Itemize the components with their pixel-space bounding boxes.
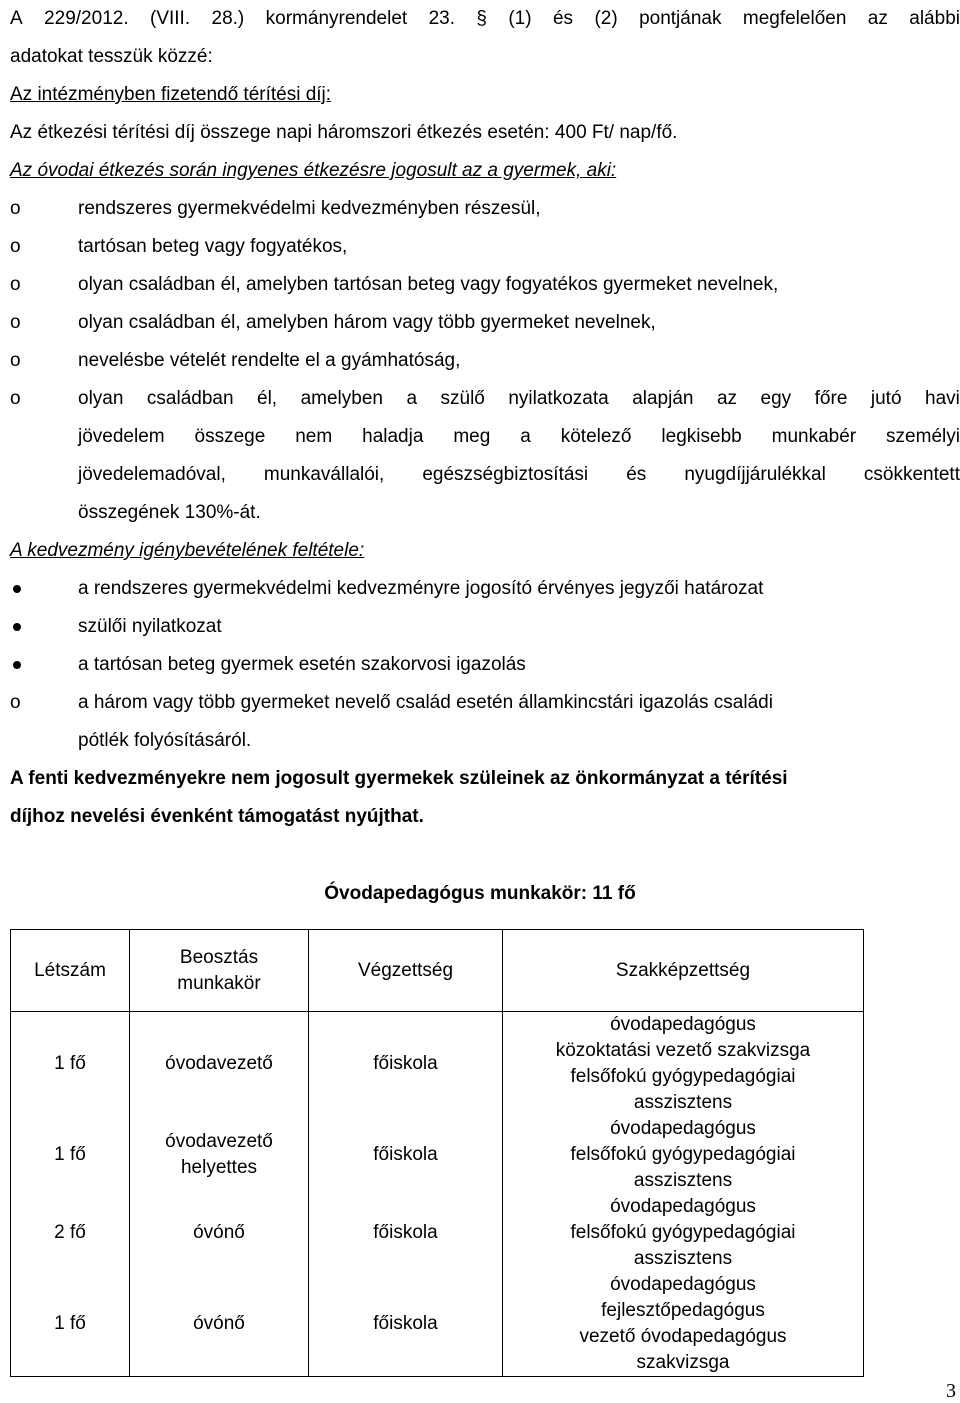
condition-item: a rendszeres gyermekvédelmi kedvezményre jogosító érvényes jegyzői határozat (10, 570, 960, 608)
table-row: 1 fő óvodavezető főiskola óvodapedagógus közoktatási vezető szakvizsga felsőfokú gyógypedagógiai asszisztens (11, 1012, 864, 1117)
eligibility-item: o tartósan beteg vagy fogyatékos, (10, 228, 960, 266)
circle-marker-icon: o (10, 388, 21, 409)
header-count: Létszám (11, 930, 130, 1012)
eligibility-item-income: o olyan családban él, amelyben a szülő nyilatkozata alapján az egy főre jutó havi jövedelem összege nem haladja meg a kötelező legkisebb munkabér személyi jövedelemadóval, munkavállalói, egészségbiztosítási és nyugdíjjárulékkal csökkentett összegének 130%-át. (10, 380, 960, 532)
fee-heading: Az intézményben fizetendő térítési díj: (10, 84, 332, 105)
intro-line-2: adatokat tesszük közzé: (10, 46, 213, 67)
eligibility-item: o nevelésbe vételét rendelte el a gyámhatóság, (10, 342, 960, 380)
support-line-1: A fenti kedvezményekre nem jogosult gyermekek szüleinek az önkormányzat a térítési (10, 768, 788, 789)
circle-marker-icon: o (10, 236, 21, 257)
eligibility-item: o olyan családban él, amelyben három vagy több gyermeket nevelnek, (10, 304, 960, 342)
condition-item: a tartósan beteg gyermek esetén szakorvosi igazolás (10, 646, 960, 684)
conditions-heading: A kedvezmény igénybevételének feltétele: (10, 540, 365, 561)
circle-marker-icon: o (10, 274, 21, 295)
document-page (10, 0, 960, 836)
circle-marker-icon: o (10, 350, 21, 371)
bullet-dot-icon (13, 661, 21, 669)
bullet-dot-icon (13, 623, 21, 631)
support-line-2: díjhoz nevelési évenként támogatást nyújthat. (10, 806, 424, 827)
header-role: Beosztás munkakör (130, 930, 309, 1012)
staff-table (10, 929, 864, 1377)
header-education: Végzettség (309, 930, 503, 1012)
table-header-row (11, 930, 864, 1012)
table-row: 2 fő óvónő főiskola óvodapedagógus felsőfokú gyógypedagógiai asszisztens (11, 1194, 864, 1272)
fee-amount: Az étkezési térítési díj összege napi háromszori étkezés esetén: 400 Ft/ nap/fő. (10, 122, 678, 143)
circle-marker-icon: o (10, 312, 21, 333)
circle-marker-icon: o (10, 198, 21, 219)
table-row: 1 fő óvodavezető helyettes főiskola óvodapedagógus felsőfokú gyógypedagógiai asszisztens (11, 1116, 864, 1194)
eligibility-item: o rendszeres gyermekvédelmi kedvezményben részesül, (10, 190, 960, 228)
header-qualification: Szakképzettség (503, 930, 864, 1012)
circle-marker-icon: o (10, 692, 21, 713)
page-number: 3 (946, 1380, 956, 1402)
intro-line-1: A 229/2012. (VIII. 28.) kormányrendelet 23. § (1) és (2) pontjának megfelelően az alábbi (10, 8, 960, 29)
staff-title: Óvodapedagógus munkakör: 11 fő (324, 883, 636, 904)
condition-item: szülői nyilatkozat (10, 608, 960, 646)
eligibility-heading: Az óvodai étkezés során ingyenes étkezésre jogosult az a gyermek, aki: (10, 160, 617, 181)
table-row: 1 fő óvónő főiskola óvodapedagógus fejlesztőpedagógus vezető óvodapedagógus szakvizsga (11, 1272, 864, 1377)
condition-item-family: o a három vagy több gyermeket nevelő család esetén államkincstári igazolás családi pótlék folyósításáról. (10, 684, 960, 760)
bullet-dot-icon (13, 585, 21, 593)
eligibility-item: o olyan családban él, amelyben tartósan beteg vagy fogyatékos gyermeket nevelnek, (10, 266, 960, 304)
